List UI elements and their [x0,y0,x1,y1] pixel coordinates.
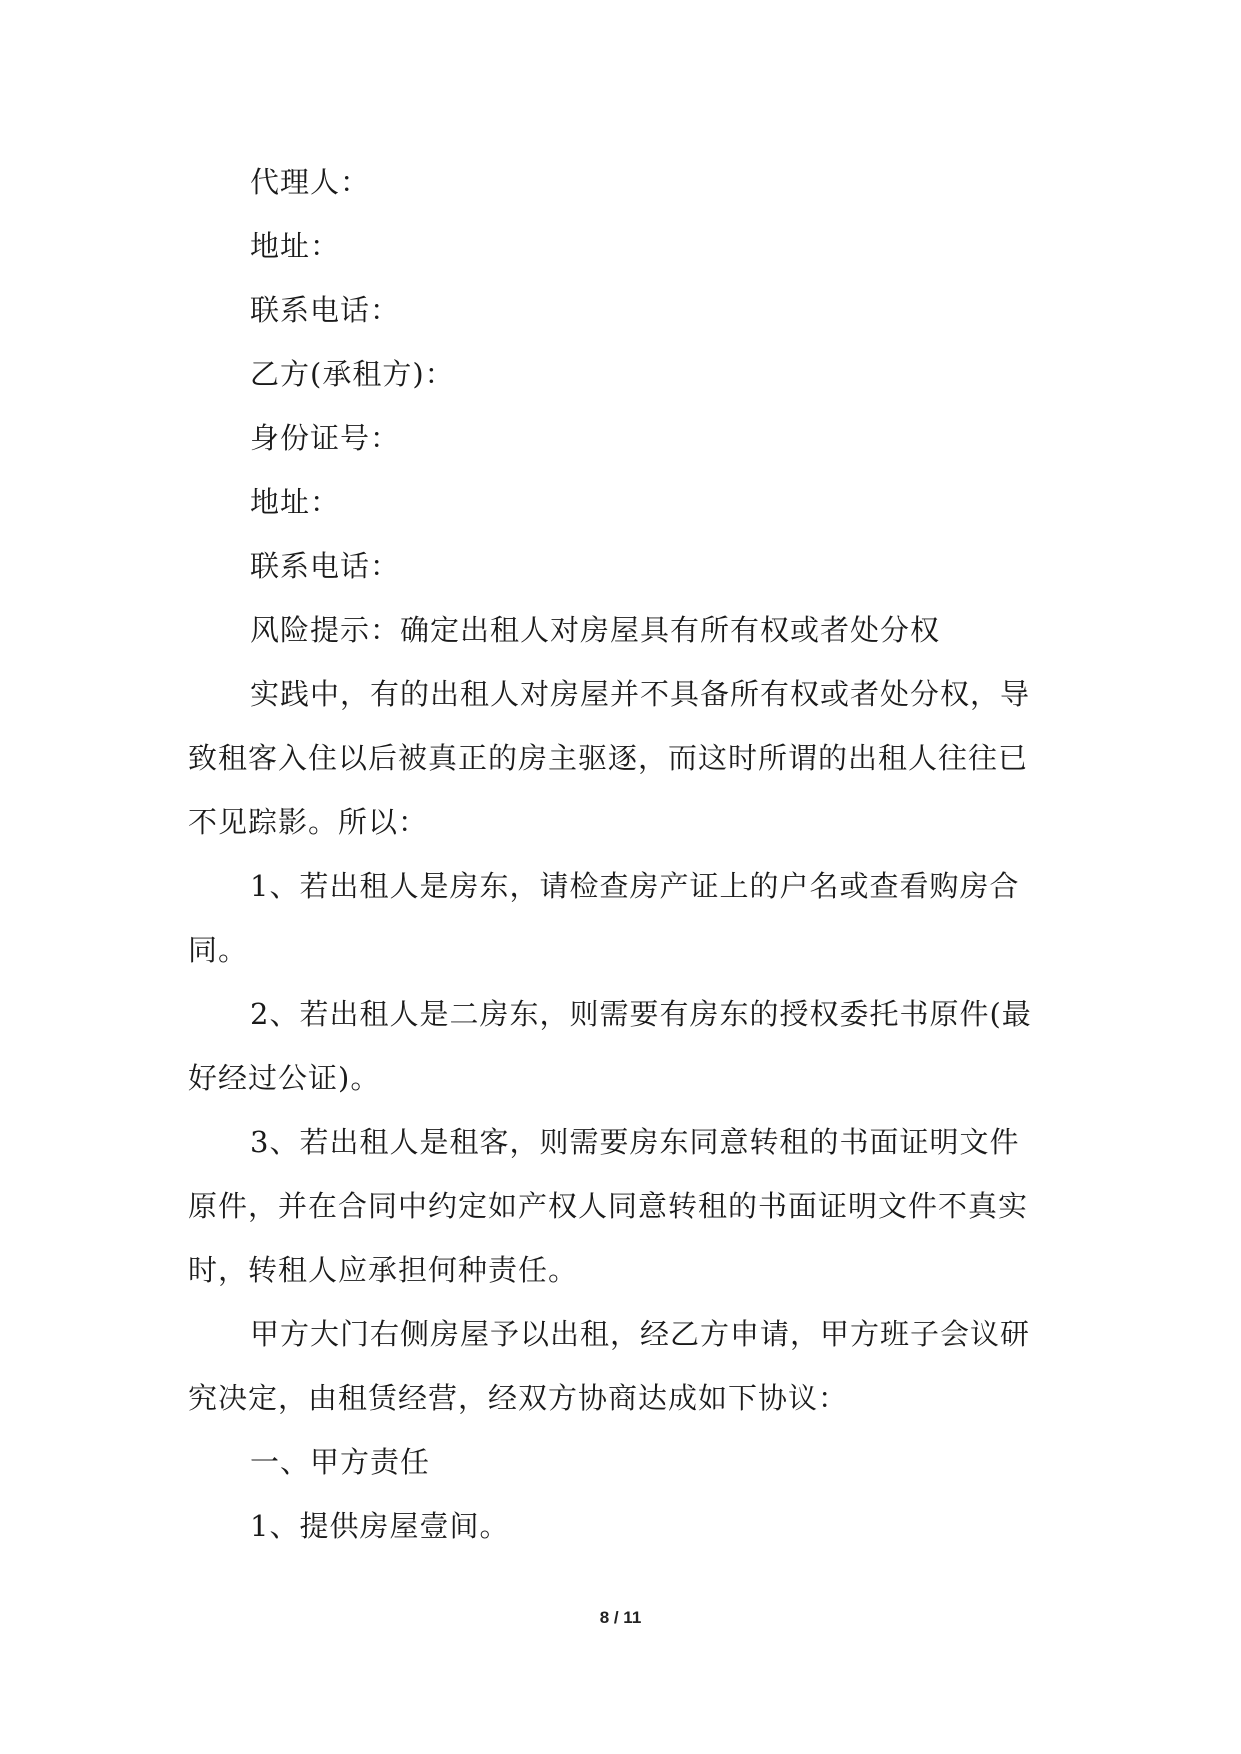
text-line: 好经过公证)。 [188,1061,381,1095]
text-line: 地址： [250,485,341,519]
text-line: 一、甲方责任 [250,1445,431,1479]
text-line: 同。 [188,933,249,967]
text-line: 实践中，有的出租人对房屋并不具备所有权或者处分权，导 [250,677,1031,711]
text-line: 甲方大门右侧房屋予以出租，经乙方申请，甲方班子会议研 [250,1317,1031,1351]
document-body [188,150,1058,1558]
text-line: 2、若出租人是二房东，则需要有房东的授权委托书原件(最 [250,997,1032,1031]
text-line: 1、若出租人是房东，请检查房产证上的户名或查看购房合 [250,869,1020,903]
text-line: 联系电话： [250,549,401,583]
text-line: 1、提供房屋壹间。 [250,1509,510,1543]
text-line: 时，转租人应承担何种责任。 [188,1253,579,1287]
text-line: 不见踪影。所以： [188,805,429,839]
page-number: 8 / 11 [599,1608,642,1627]
text-line: 风险提示：确定出租人对房屋具有所有权或者处分权 [250,613,941,647]
text-line: 致租客入住以后被真正的房主驱逐，而这时所谓的出租人往往已 [188,741,1029,775]
text-line: 联系电话： [250,293,401,327]
text-line: 地址： [250,229,341,263]
text-line: 身份证号： [250,421,401,455]
text-line: 原件，并在合同中约定如产权人同意转租的书面证明文件不真实 [188,1189,1029,1223]
text-line: 代理人： [250,165,371,199]
text-line: 乙方(承租方)： [250,357,455,391]
text-line: 究决定，由租赁经营，经双方协商达成如下协议： [188,1381,849,1415]
text-line: 3、若出租人是租客，则需要房东同意转租的书面证明文件 [250,1125,1020,1159]
